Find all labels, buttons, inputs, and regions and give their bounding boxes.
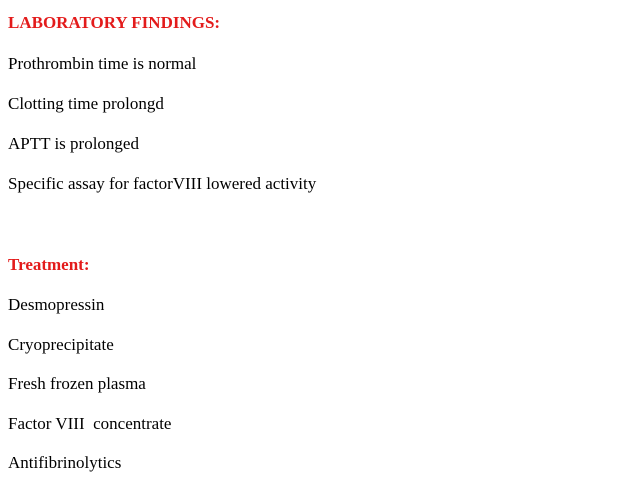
treatment-item: Factor VIII concentrate (8, 414, 172, 433)
treatment-item: Fresh frozen plasma (8, 374, 146, 393)
lab-finding-item: Specific assay for factorVIII lowered activity (8, 174, 317, 193)
treatment-heading: Treatment: (8, 255, 90, 274)
treatment-item: Desmopressin (8, 295, 105, 314)
lab-finding-item: APTT is prolonged (8, 134, 139, 153)
lab-finding-item: Prothrombin time is normal (8, 54, 197, 73)
treatment-item: Antifibrinolytics (8, 453, 122, 472)
lab-finding-item: Clotting time prolongd (8, 94, 164, 113)
lab-findings-heading: LABORATORY FINDINGS: (8, 13, 221, 32)
treatment-item: Cryoprecipitate (8, 335, 114, 354)
